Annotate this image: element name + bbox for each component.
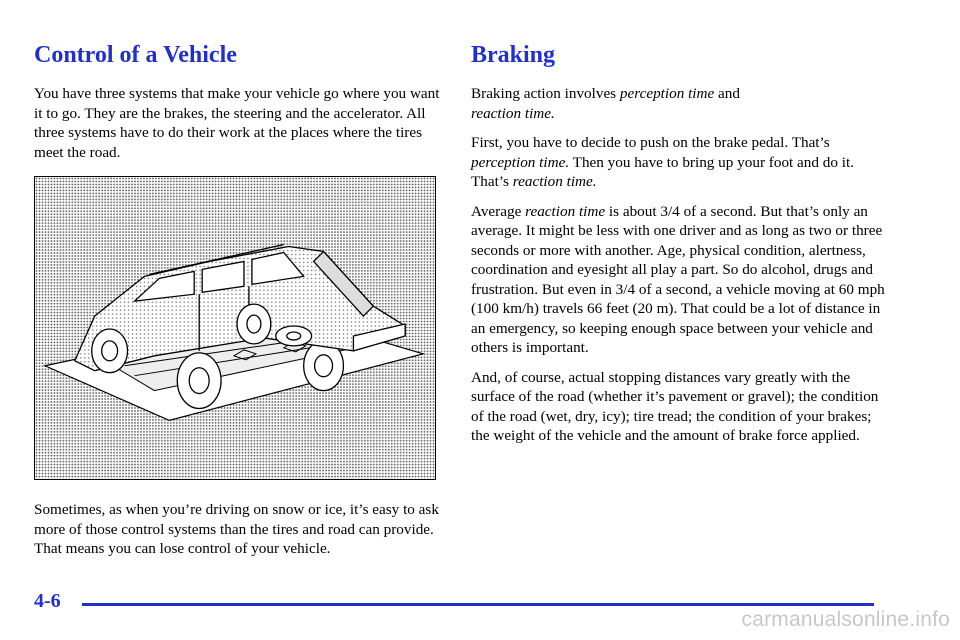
section-heading-control: Control of a Vehicle [34,42,237,68]
after-figure-paragraph: Sometimes, as when you’re driving on snow or ice, it’s easy to ask more of those control systems than the tires and road can provide. That means you can lose control of your vehicle. [34,501,439,557]
vehicle-illustration [34,176,436,480]
section-heading-braking: Braking [471,42,556,68]
footer-rule [82,603,874,606]
watermark: carmanualsonline.info [741,608,950,631]
text: Average [471,202,526,220]
text: is about 3/4 of a second. But that’s only an average. It might be less with one driver and as long as two or three seconds or more with another. Age, physical condition, alertness, coordination and eyesight all play a part. So do alcohol, drugs and frustration. But even in 3/4 of a second, a vehicle moving at 60 mph (100 km/h) travels 66 feet (20 m). That could be a lot of distance in an emergency, so keeping enough space between your vehicle and others is important. [471,202,885,356]
italic-term: reaction time. [512,173,597,190]
italic-term: perception time [619,85,715,102]
braking-paragraph-1 [471,84,886,123]
page-number: 4-6 [34,590,61,612]
italic-term: reaction time. [471,104,555,122]
braking-paragraph-2 [471,133,886,192]
braking-paragraph-4: And, of course, actual stopping distances vary greatly with the surface of the road (whether it’s pavement or gravel); the condition of the road (wet, dry, icy); tire tread; the condition of your brakes; the weight of the vehicle and the amount of brake force applied. [471,368,879,444]
italic-term: perception time. [471,153,570,171]
vehicle-underbody-icon [35,177,435,479]
text: and [714,85,740,102]
braking-paragraph-3 [471,202,886,358]
left-column [34,40,444,569]
right-column [471,40,886,456]
text: First, you have to decide to push on the brake pedal. That’s [471,134,830,151]
text: Then you have to bring up your foot and do it. That’s [471,153,855,190]
intro-paragraph: You have three systems that make your vehicle go where you want it to go. They are the brakes, the steering and the accelerator. All three systems have to do their work at the places where the tires meet the road. [34,85,440,161]
italic-term: reaction time [525,202,606,220]
text: Braking action involves [471,85,620,102]
